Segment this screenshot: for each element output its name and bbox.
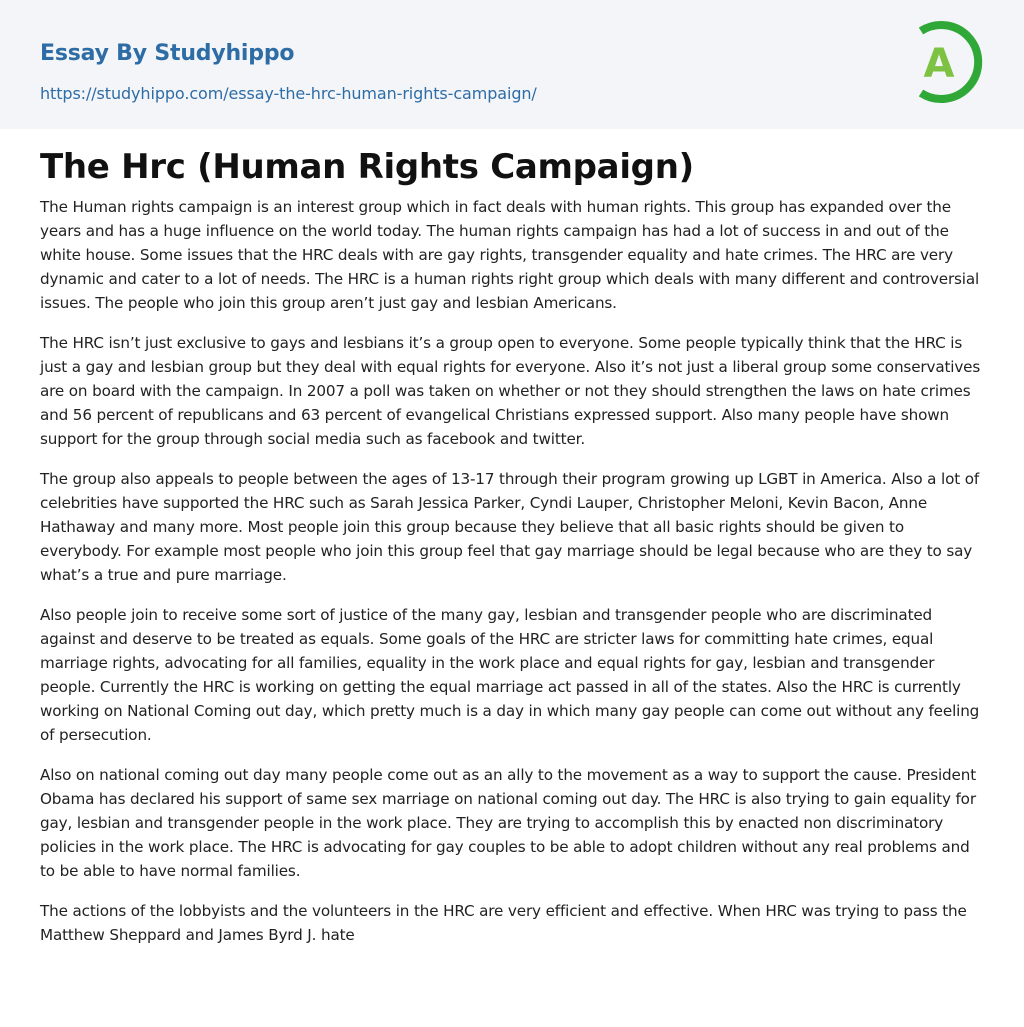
studyhippo-logo[interactable]	[911, 18, 987, 106]
essay-content	[40, 143, 984, 963]
essay-paragraph: Also people join to receive some sort of justice of the many gay, lesbian and transgender people who are discriminated against and deserve to be treated as equals. Some goals of the HRC are stricter laws for committing hate crimes, equal marriage rights, advocating for all families, equality in the work place and equal rights for gay, lesbian and transgender people. Currently the HRC is working on getting the equal marriage act passed in all of the states. Also the HRC is currently working on National Coming out day, which pretty much is a day in which many gay people can come out without any feeling of persecution.	[40, 606, 980, 744]
site-title[interactable]: Essay By Studyhippo	[40, 41, 295, 66]
logo-letter: A	[923, 41, 955, 87]
essay-paragraph: The actions of the lobbyists and the volunteers in the HRC are very efficient and effective. When HRC was trying to pass the Matthew Sheppard and James Byrd J. hate	[40, 902, 967, 944]
essay-paragraph: Also on national coming out day many people come out as an ally to the movement as a way to support the cause. President Obama has declared his support of same sex marriage on national coming out day. The HRC is also trying to gain equality for gay, lesbian and transgender people in the work place. They are trying to accomplish this by enacted non discriminatory policies in the work place. The HRC is advocating for gay couples to be able to adopt children without any real problems and to be able to have normal families.	[40, 766, 977, 880]
essay-paragraph: The Human rights campaign is an interest group which in fact deals with human rights. This group has expanded over the years and has a huge influence on the world today. The human rights campaign has had a lot of success in and out of the white house. Some issues that the HRC deals with are gay rights, transgender equality and hate crimes. The HRC are very dynamic and cater to a lot of needs. The HRC is a human rights right group which deals with many different and controversial issues. The people who join this group aren’t just gay and lesbian Americans.	[40, 198, 980, 312]
site-header	[0, 0, 1024, 129]
essay-url-link[interactable]: https://studyhippo.com/essay-the-hrc-human-rights-campaign/	[40, 84, 537, 103]
essay-title: The Hrc (Human Rights Campaign)	[40, 147, 694, 187]
essay-paragraph: The HRC isn’t just exclusive to gays and lesbians it’s a group open to everyone. Some people typically think that the HRC is just a gay and lesbian group but they deal with equal rights for everyone. Also it’s not just a liberal group some conservatives are on board with the campaign. In 2007 a poll was taken on whether or not they should strengthen the laws on hate crimes and 56 percent of republicans and 63 percent of evangelical Christians expressed support. Also many people have shown support for the group through social media such as facebook and twitter.	[40, 334, 981, 448]
essay-paragraph: The group also appeals to people between the ages of 13-17 through their program growing up LGBT in America. Also a lot of celebrities have supported the HRC such as Sarah Jessica Parker, Cyndi Lauper, Christopher Meloni, Kevin Bacon, Anne Hathaway and many more. Most people join this group because they believe that all basic rights should be given to everybody. For example most people who join this group feel that gay marriage should be legal because who are they to say what’s a true and pure marriage.	[40, 470, 980, 584]
logo-icon	[911, 18, 987, 106]
